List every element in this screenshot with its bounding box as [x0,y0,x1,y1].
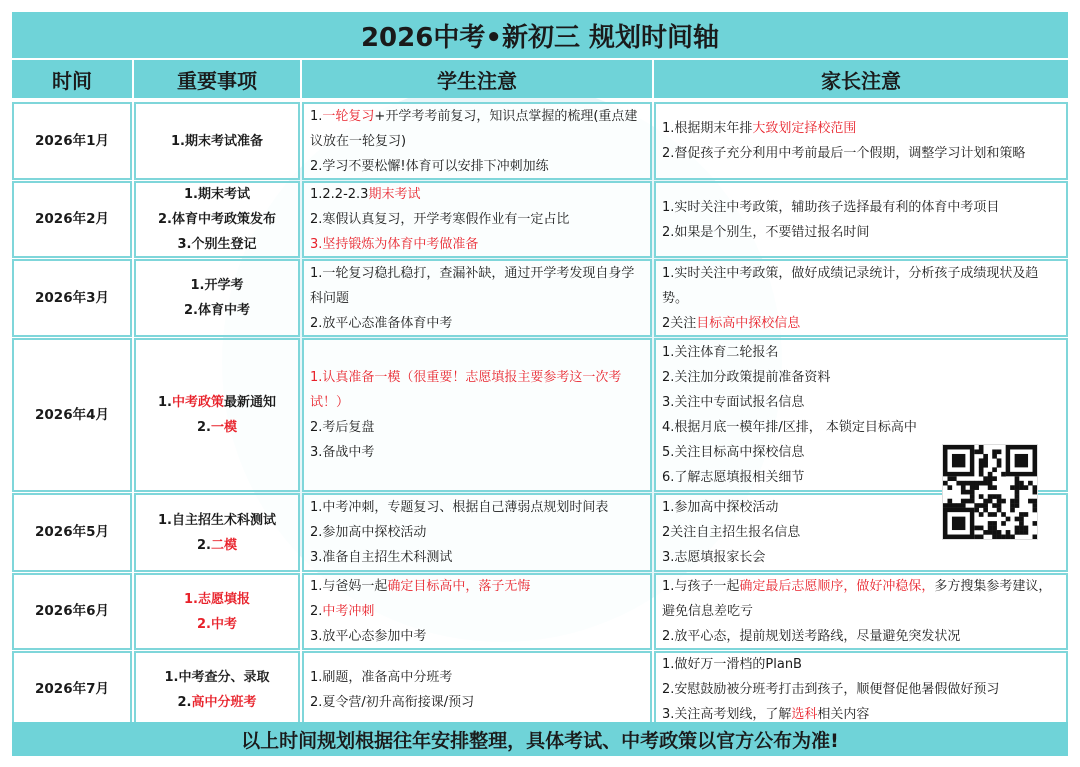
cell-student [302,573,652,650]
table-row [12,651,1068,728]
text-segment: 1.与孩子一起 [662,579,740,594]
highlight-text: 选科 [791,707,818,722]
text-segment: 3.关注中专面试报名信息 [662,395,805,410]
text-line [310,574,644,599]
table-row [12,181,1068,258]
text-segment: 1. [157,395,172,410]
text-line [662,311,1060,336]
text-line [197,415,237,440]
text-segment: 4.根据月底一模年排/区排， 本锁定目标高中 [662,420,917,435]
text-segment: 2.体育中考 [184,303,250,318]
text-line [184,587,250,612]
text-line [184,182,250,207]
text-segment: 2.夏令营/初升高衔接课/预习 [310,694,475,710]
header-parent: 家长注意 [654,60,1068,98]
text-segment: 2.参加高中探校活动 [310,525,427,540]
text-line [310,261,644,311]
cell-time: 2026年3月 [12,259,132,337]
cell-student [302,338,652,492]
text-segment: 2关注自主招生报名信息 [662,525,801,540]
text-line [662,677,1060,702]
cell-time: 2026年4月 [12,338,132,492]
cell-event [134,651,300,728]
text-segment: 1.刷题，准备高中分班考 [310,669,453,685]
text-segment: 2.督促孩子充分利用中考前最后一个假期，调整学习计划和策略 [662,146,1026,161]
cell-parent [654,181,1068,258]
text-segment: 2.学习不要松懈!体育可以安排下冲刺加练 [310,158,549,174]
header-event: 重要事项 [134,60,300,98]
cell-event [134,259,300,337]
text-segment: 1.参加高中探校活动 [662,500,779,515]
text-line [662,340,1060,365]
text-segment: 3.准备自主招生术科测试 [310,550,453,565]
table-row [12,338,1068,492]
text-segment: 3.备战中考 [310,445,375,460]
text-line [158,207,276,232]
text-segment: 3.个别生登记 [177,237,257,252]
text-line [662,652,1060,677]
text-line [184,298,250,323]
highlight-text: 大致划定择校范围 [752,121,857,136]
text-segment: 1.做好万一滑档的PlanB [662,657,802,672]
text-line [310,599,644,624]
timeline-sheet [12,12,1068,755]
cell-event [134,573,300,650]
text-line [662,220,1060,245]
text-segment: 1.一轮复习稳扎稳打，查漏补缺，通过开学考发现自身学科问题 [310,265,635,306]
text-line [310,690,644,715]
text-line [662,195,1060,220]
cell-time: 2026年7月 [12,651,132,728]
cell-student [302,181,652,258]
highlight-text: 中考冲刺 [322,604,375,619]
text-line [662,365,1060,390]
cell-parent [654,651,1068,728]
cell-student [302,651,652,728]
text-line [662,624,1060,649]
cell-student [302,493,652,572]
text-line [662,545,1060,570]
cell-time: 2026年2月 [12,181,132,258]
highlight-text: 期末考试 [368,187,421,202]
text-line [171,129,263,154]
text-segment: 5.关注目标高中探校信息 [662,445,805,460]
cell-parent [654,102,1068,180]
cell-parent [654,259,1068,337]
cell-student [302,259,652,337]
text-segment: 2关注 [662,315,697,331]
text-line [310,665,644,690]
text-segment: 1.期末考试准备 [171,133,263,149]
highlight-text: 一模 [210,420,237,435]
text-segment: 2. [197,537,211,553]
text-segment: 2.安慰鼓励被分班考打击到孩子，顺便督促他暑假做好预习 [662,682,1000,697]
table-row [12,573,1068,650]
text-line [310,207,644,232]
highlight-text: 确定目标高中，落子无悔 [387,579,531,594]
cell-time: 2026年5月 [12,493,132,572]
text-line [662,261,1060,311]
text-segment: 相关内容 [817,707,870,722]
cell-event [134,102,300,180]
text-segment: 1.期末考试 [184,187,250,202]
text-segment: 2.寒假认真复习，开学考寒假作业有一定占比 [310,212,570,227]
cell-time: 2026年6月 [12,573,132,650]
text-segment: 1.中考查分、录取 [164,669,270,685]
text-segment: 多方搜集参考建议，避免信息差吃亏 [662,579,1052,619]
highlight-text: 高中分班考 [191,694,257,710]
text-segment: 2. [310,604,323,619]
text-line [662,141,1060,166]
highlight-text: 确定最后志愿顺序，做好冲稳保， [739,579,935,594]
text-line [662,116,1060,141]
text-segment: +开学考考前复习，知识点掌握的梳理(重点建议放在一轮复习) [310,108,638,149]
page-title: 2026中考•新初三 规划时间轴 [12,12,1068,58]
text-segment: 2.体育中考政策发布 [158,212,276,227]
cell-event [134,181,300,258]
text-segment: 1.2.2-2.3 [310,187,369,202]
text-line [310,415,644,440]
text-segment: 2.关注加分政策提前准备资料 [662,370,831,385]
table-row [12,259,1068,337]
text-segment: 1.关注体育二轮报名 [662,345,779,360]
text-segment: 3.关注高考划线，了解 [662,707,792,722]
text-line [197,533,237,558]
highlight-text: 目标高中探校信息 [696,315,801,331]
text-segment: 2. [197,420,211,435]
text-line [662,390,1060,415]
cell-parent [654,573,1068,650]
highlight-text: 2.中考 [197,616,237,632]
text-segment: 2. [177,694,192,710]
highlight-text: 一轮复习 [322,108,375,124]
text-line [310,495,644,520]
qr-code-icon [943,445,1037,539]
text-segment: 1.与爸妈一起 [310,579,388,594]
cell-event [134,493,300,572]
table-row [12,493,1068,572]
text-line [310,154,644,179]
text-segment: 1.开学考 [190,278,244,293]
header-student: 学生注意 [302,60,652,98]
text-segment: 2.如果是个别生，不要错过报名时间 [662,224,870,240]
text-line [178,690,257,715]
text-segment: 1. [310,108,323,124]
cell-time: 2026年1月 [12,102,132,180]
text-segment: 6.了解志愿填报相关细节 [662,470,805,485]
text-line [662,415,1060,440]
text-segment: 3.放平心态参加中考 [310,629,427,644]
text-segment: 1.根据期末年排 [662,121,753,136]
highlight-text: 中考政策 [171,395,224,410]
text-line [158,508,276,533]
highlight-text: 二模 [210,537,237,553]
text-line [178,232,257,257]
text-segment: 3.志愿填报家长会 [662,550,766,565]
highlight-text: 3.坚持锻炼为体育中考做准备 [310,237,479,252]
text-line [191,273,244,298]
text-segment: 1.实时关注中考政策，辅助孩子选择最有利的体育中考项目 [662,199,1000,215]
text-line [310,545,644,570]
header-time: 时间 [12,60,132,98]
text-segment: 2.放平心态准备体育中考 [310,315,453,331]
text-line [310,182,644,207]
text-segment: 1.中考冲刺，专题复习、根据自己薄弱点规划时间表 [310,500,609,515]
footer-note: 以上时间规划根据往年安排整理，具体考试、中考政策以官方公布为准! [12,722,1068,756]
text-line [310,311,644,336]
cell-event [134,338,300,492]
text-segment: 2.放平心态，提前规划送考路线，尽量避免突发状况 [662,629,961,644]
text-line [310,624,644,649]
text-line [197,612,237,637]
text-line [165,665,270,690]
highlight-text: 1.志愿填报 [184,591,250,607]
text-line [310,104,644,154]
cell-student [302,102,652,180]
text-segment: 2.考后复盘 [310,420,375,435]
highlight-text: 1.认真准备一模（很重要！志愿填报主要参考这一次考试！） [310,370,622,410]
text-line [310,440,644,465]
text-line [310,520,644,545]
text-segment: 1.实时关注中考政策，做好成绩记录统计，分析孩子成绩现状及趋势。 [662,265,1039,306]
text-line [310,232,644,257]
text-line [662,574,1060,624]
qr-code [942,444,1038,540]
table-row [12,102,1068,180]
text-segment: 1.自主招生术科测试 [158,512,276,528]
text-line [158,390,276,415]
text-line [310,365,644,415]
text-segment: 最新通知 [223,395,276,410]
